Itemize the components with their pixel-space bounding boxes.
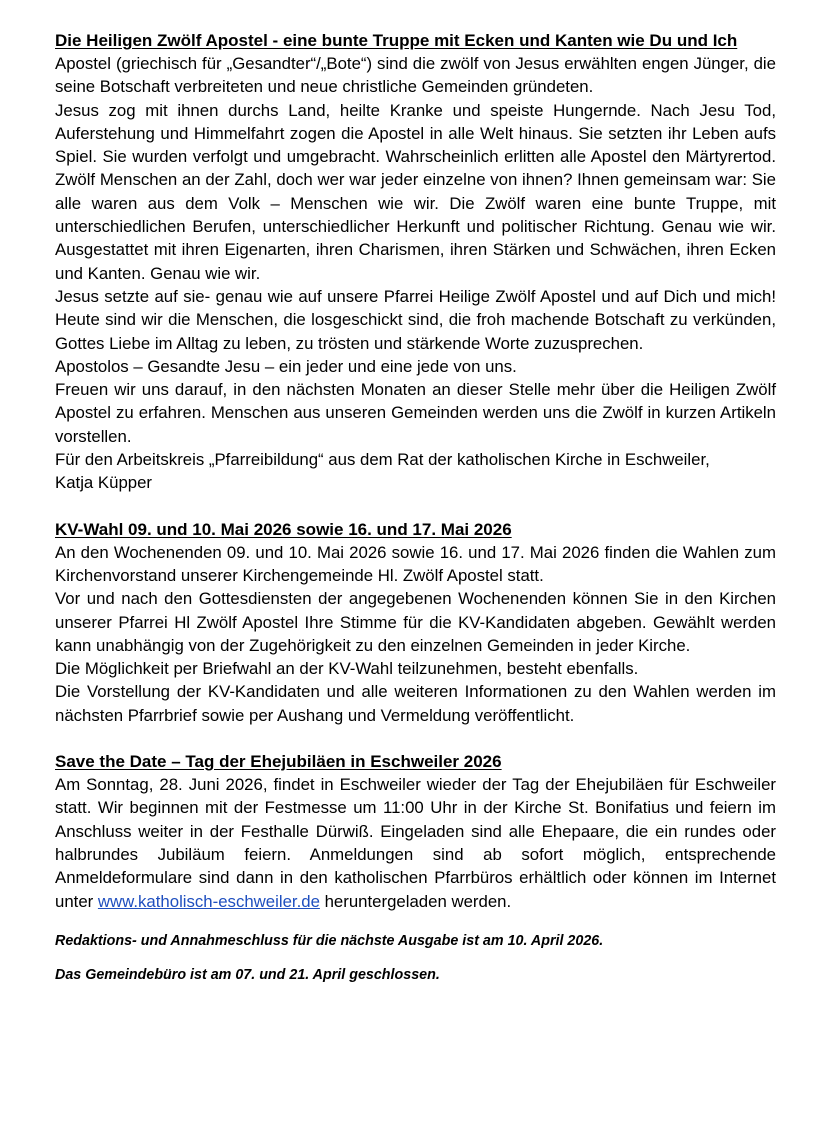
editorial-deadline-notice: Redaktions- und Annahmeschluss für die nächste Ausgabe ist am 10. April 2026.	[55, 932, 604, 949]
article-wedding-jubilee-text-end: heruntergeladen werden.	[319, 891, 512, 911]
office-closed-notice: Das Gemeindebüro ist am 07. und 21. April geschlossen.	[55, 966, 440, 983]
article-kv-election-paragraph: An den Wochenenden 09. und 10. Mai 2026 sowie 16. und 17. Mai 2026 finden die Wahlen zum Kirchenvorstand unserer Kirchengemeinde Hl. Zwölf Apostel statt.	[55, 542, 776, 585]
article-apostles-paragraph: Apostolos – Gesandte Jesu – ein jeder und eine jede von uns.	[55, 356, 517, 376]
article-apostles-paragraph: Freuen wir uns darauf, in den nächsten Monaten an dieser Stelle mehr über die Heiligen Zwölf Apostel zu erfahren. Menschen aus unseren Gemeinden werden uns die Zwölf in kurzen Artikeln vorstellen.	[55, 380, 776, 446]
article-kv-election-paragraph: Die Vorstellung der KV-Kandidaten und alle weiteren Informationen zu den Wahlen werden im nächsten Pfarrbrief sowie per Aushang und Vermeldung veröffentlicht.	[55, 682, 776, 725]
article-apostles-title: Die Heiligen Zwölf Apostel - eine bunte Truppe mit Ecken und Kanten wie Du und Ich	[55, 31, 738, 50]
article-kv-election-title: KV-Wahl 09. und 10. Mai 2026 sowie 16. und 17. Mai 2026	[55, 519, 512, 539]
article-kv-election-paragraph: Vor und nach den Gottesdiensten der angegebenen Wochenenden können Sie in den Kirchen unserer Pfarrei Hl Zwölf Apostel Ihre Stimme für die KV-Kandidaten abgeben. Gewählt werden kann unabhängig von der Zugehörigkeit zu den einzelnen Gemeinden in jeder Kirche.	[55, 589, 776, 655]
article-wedding-jubilee	[55, 750, 776, 913]
article-apostles-paragraph: Apostel (griechisch für „Gesandter“/„Bote“) sind die zwölf von Jesus erwählten engen Jünger, die seine Botschaft verbreiteten und neue christliche Gemeinden gründeten.	[55, 54, 776, 97]
article-apostles-paragraph: Jesus zog mit ihnen durchs Land, heilte Kranke und speiste Hungernde. Nach Jesu Tod, Auferstehung und Himmelfahrt zogen die Apostel in alle Welt hinaus. Sie setzten ihr Leben aufs Spiel. Sie wurden verfolgt und umgebracht. Wahrscheinlich erlitten alle Apostel den Märtyrertod. Zwölf Menschen an der Zahl, doch wer war jeder einzelne von ihnen? Ihnen gemeinsam war: Sie alle waren aus dem Volk – Menschen wie wir. Die Zwölf waren eine bunte Truppe, mit unterschiedlichen Berufen, unterschiedlicher Herkunft und politischer Richtung. Genau wie wir. Ausgestattet mit ihren Eigenarten, ihren Charismen, ihren Stärken und Schwächen, ihren Ecken und Kanten. Genau wie wir.	[55, 100, 776, 283]
article-apostles-signature-line: Für den Arbeitskreis „Pfarreibildung“ aus dem Rat der katholischen Kirche in Eschweiler,	[55, 450, 710, 470]
article-apostles	[55, 29, 776, 495]
article-wedding-jubilee-paragraph	[55, 773, 776, 913]
article-wedding-jubilee-title: Save the Date – Tag der Ehejubiläen in Eschweiler 2026	[55, 752, 502, 772]
article-apostles-author: Katja Küpper	[55, 473, 153, 493]
article-wedding-jubilee-text: Am Sonntag, 28. Juni 2026, findet in Eschweiler wieder der Tag der Ehejubiläen für Eschweiler statt. Wir beginnen mit der Festmesse um 11:00 Uhr in der Kirche St. Bonifatius und feiern im Anschluss weiter in der Festhalle Dürwiß. Eingeladen sind alle Ehepaare, die ein rundes oder halbrundes Jubiläum feiern. Anmeldungen sind ab sofort möglich, entsprechende Anmeldeformulare sind dann in den katholischen Pfarrbüros erhältlich oder können im Internet unter	[55, 775, 776, 911]
website-link[interactable]: www.katholisch-eschweiler.de	[97, 891, 320, 911]
article-apostles-paragraph: Jesus setzte auf sie- genau wie auf unsere Pfarrei Heilige Zwölf Apostel und auf Dich und mich! Heute sind wir die Menschen, die losgeschickt sind, die froh machende Botschaft zu verkünden, Gottes Liebe im Alltag zu leben, zu trösten und stärkende Worte zuzusprechen.	[55, 286, 776, 353]
article-kv-election	[55, 518, 776, 727]
article-kv-election-paragraph: Die Möglichkeit per Briefwahl an der KV-Wahl teilzunehmen, besteht ebenfalls.	[55, 659, 639, 679]
